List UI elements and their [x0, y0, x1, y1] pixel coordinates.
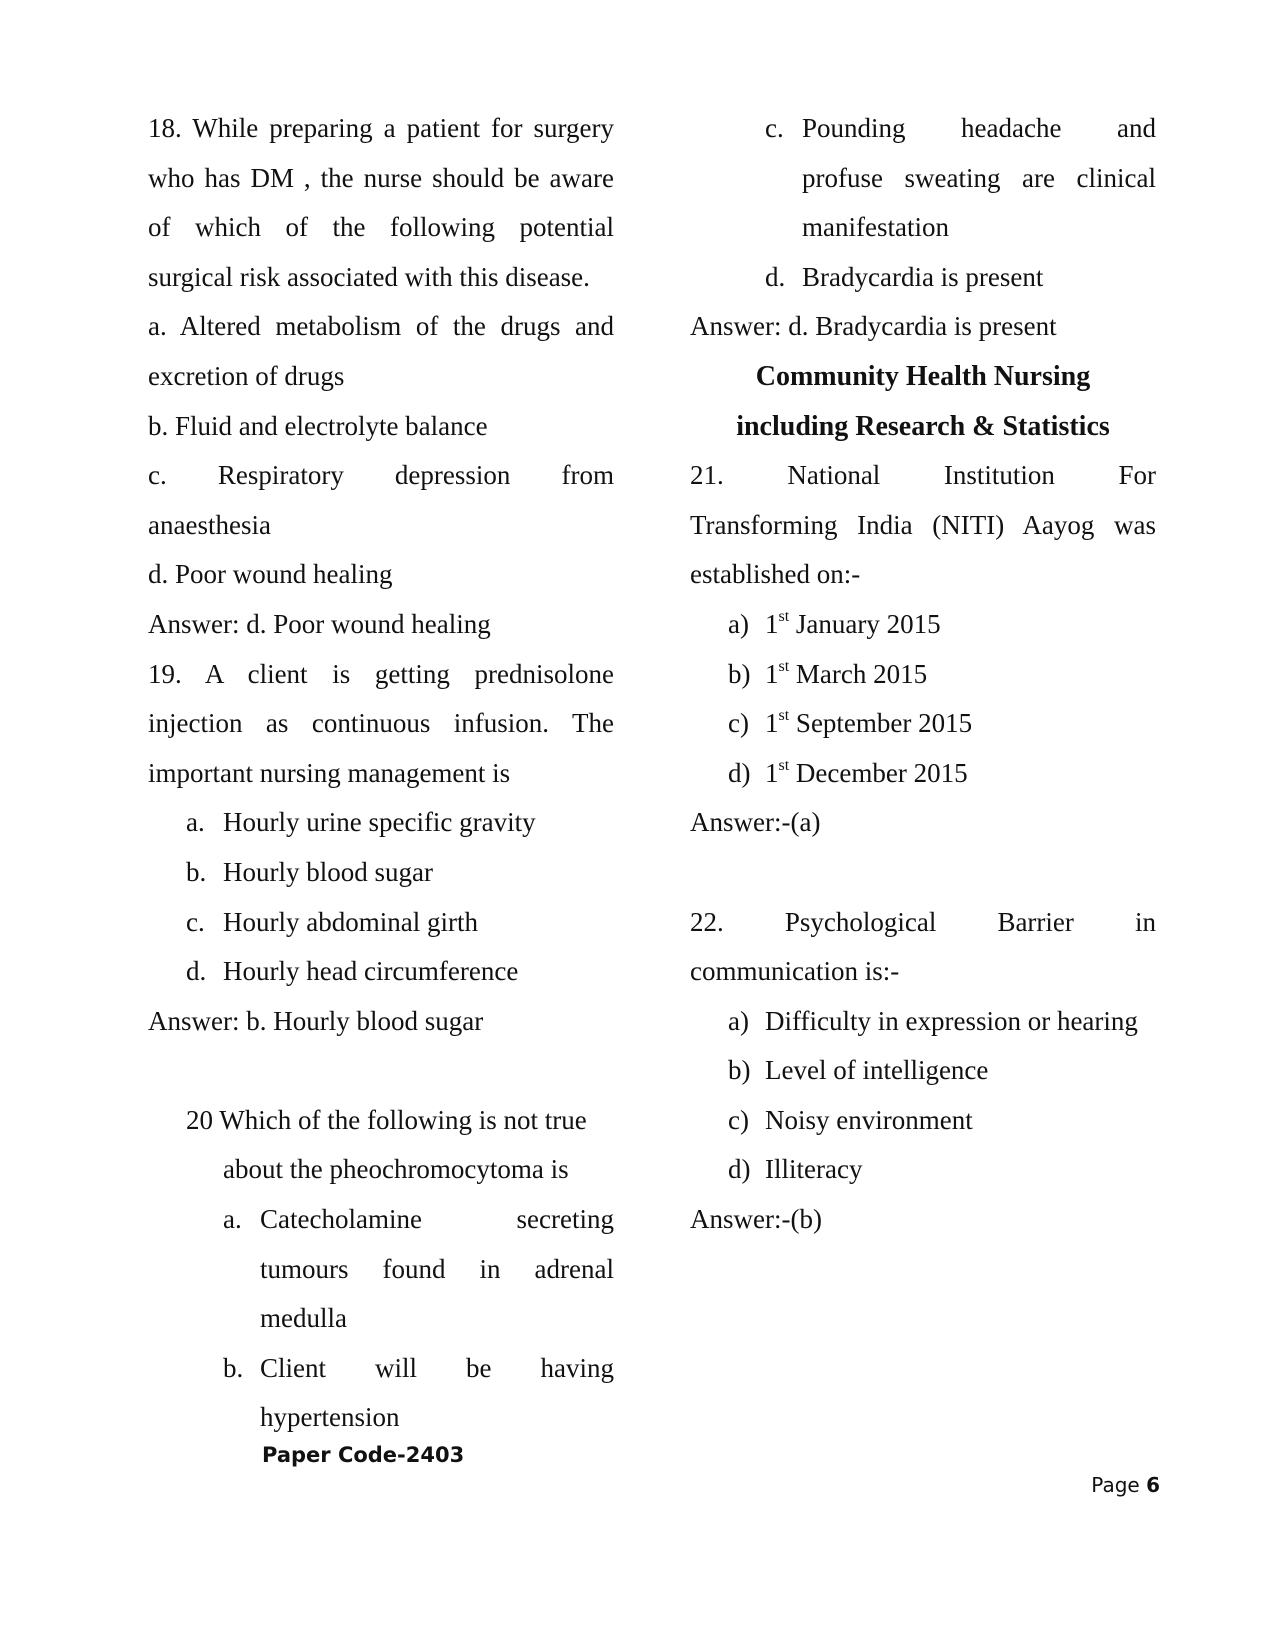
q18-option-c: c. Respiratory depression from	[148, 460, 614, 491]
option-marker: b)	[728, 1055, 751, 1086]
q20-option-b	[148, 1344, 614, 1394]
q20-option-d	[690, 253, 1156, 303]
q19-option-a	[148, 798, 614, 848]
q22-answer: Answer:-(b)	[690, 1204, 822, 1235]
option-text: Hourly blood sugar	[223, 856, 433, 887]
q22-option-d	[690, 1145, 1156, 1195]
q18-line-3: of which of the following potential	[148, 212, 614, 243]
option-text: September 2015	[789, 708, 973, 739]
q21-option-c	[690, 699, 1156, 749]
option-marker: c.	[765, 113, 784, 143]
option-text: Hourly abdominal girth	[223, 906, 478, 937]
q18-option-c-cont: anaesthesia	[148, 509, 271, 540]
q18-option-a-cont: excretion of drugs	[148, 360, 345, 391]
q21-line-3: established on:-	[690, 559, 861, 590]
q22-option-a	[690, 997, 1156, 1047]
option-marker: b.	[186, 856, 207, 887]
option-marker: c)	[728, 708, 749, 739]
q21-option-d	[690, 749, 1156, 799]
option-text: Illiteracy	[765, 1154, 863, 1185]
paper-code: Paper Code-2403	[262, 1443, 465, 1467]
option-text: Level of intelligence	[765, 1055, 989, 1086]
option-text: Hourly urine specific gravity	[223, 807, 536, 838]
option-num: 1	[765, 658, 779, 689]
q20-line-2: about the pheochromocytoma is	[223, 1154, 569, 1185]
q18-line-4: surgical risk associated with this disease.	[148, 261, 590, 292]
option-marker: a)	[728, 1005, 749, 1036]
ordinal-suffix: st	[778, 607, 790, 625]
option-marker: b)	[728, 658, 751, 689]
option-text: Hourly head circumference	[223, 956, 519, 987]
ordinal-suffix: st	[778, 657, 790, 675]
spacer	[690, 848, 1156, 898]
q20-line-1: 20 Which of the following is not true	[186, 1104, 587, 1135]
q20-option-c-cont-1: profuse sweating are clinical	[802, 162, 1156, 193]
q19-option-b	[148, 848, 614, 898]
q21-option-a	[690, 600, 1156, 650]
option-text: Noisy environment	[765, 1104, 973, 1135]
q20-option-a-cont-1: tumours found in adrenal	[260, 1253, 614, 1284]
option-marker: a.	[186, 807, 205, 838]
q22-option-b	[690, 1046, 1156, 1096]
q21-option-b	[690, 650, 1156, 700]
q20-option-a	[148, 1195, 614, 1245]
q22-option-c	[690, 1096, 1156, 1146]
option-num: 1	[765, 708, 779, 739]
ordinal-suffix: st	[778, 756, 790, 774]
q20-option-a-cont-2: medulla	[260, 1303, 347, 1334]
q21-answer: Answer:-(a)	[690, 807, 821, 838]
page-label: Page	[1091, 1473, 1140, 1497]
option-marker: a.	[223, 1204, 242, 1235]
q20-option-c	[690, 104, 1156, 154]
q18-option-b: b. Fluid and electrolyte balance	[148, 410, 488, 441]
q19-line-1: 19. A client is getting prednisolone	[148, 658, 614, 689]
q20-answer: Answer: d. Bradycardia is present	[690, 311, 1057, 342]
option-marker: d.	[186, 956, 207, 987]
section-heading-line-1: Community Health Nursing	[755, 360, 1091, 392]
q18-option-a: a. Altered metabolism of the drugs and	[148, 311, 614, 342]
option-marker: d)	[728, 757, 751, 788]
option-marker: b.	[223, 1352, 244, 1383]
left-column	[148, 104, 614, 1443]
q19-answer: Answer: b. Hourly blood sugar	[148, 1005, 484, 1036]
page-number	[1091, 1473, 1160, 1497]
q18-line-1: 18. While preparing a patient for surgery	[148, 113, 614, 143]
q19-line-3: important nursing management is	[148, 757, 511, 788]
ordinal-suffix: st	[778, 707, 790, 725]
option-marker: c)	[728, 1104, 749, 1135]
page-number-value: 6	[1146, 1473, 1160, 1497]
option-text: March 2015	[789, 658, 928, 689]
q19-line-2: injection as continuous infusion. The	[148, 708, 614, 739]
q21-line-1: 21. National Institution For	[690, 460, 1156, 491]
option-num: 1	[765, 757, 779, 788]
q21-line-2: Transforming India (NITI) Aayog was	[690, 509, 1156, 540]
section-heading-line-2: including Research & Statistics	[736, 410, 1110, 442]
q22-line-2: communication is:-	[690, 956, 900, 987]
option-marker: a)	[728, 608, 749, 639]
spacer	[148, 1046, 614, 1096]
q20-option-b-cont: hypertension	[260, 1402, 400, 1433]
option-text: Difficulty in expression or hearing	[765, 1005, 1138, 1036]
option-text: Bradycardia is present	[802, 261, 1044, 292]
q18-option-d: d. Poor wound healing	[148, 559, 393, 590]
option-text: Pounding headache and	[802, 113, 1156, 143]
option-text: January 2015	[789, 608, 941, 639]
option-marker: d.	[765, 261, 786, 292]
option-text: Catecholamine secreting	[260, 1204, 614, 1235]
option-text: December 2015	[789, 757, 968, 788]
q22-line-1: 22. Psychological Barrier in	[690, 906, 1156, 937]
q18-line-2: who has DM , the nurse should be aware	[148, 162, 614, 193]
option-num: 1	[765, 608, 779, 639]
q19-option-d	[148, 947, 614, 997]
option-text: Client will be having	[260, 1352, 614, 1383]
q19-option-c	[148, 898, 614, 948]
q20-option-c-cont-2: manifestation	[802, 212, 949, 243]
option-marker: d)	[728, 1154, 751, 1185]
right-column	[690, 104, 1156, 1245]
q18-answer: Answer: d. Poor wound healing	[148, 608, 491, 639]
option-marker: c.	[186, 906, 205, 937]
